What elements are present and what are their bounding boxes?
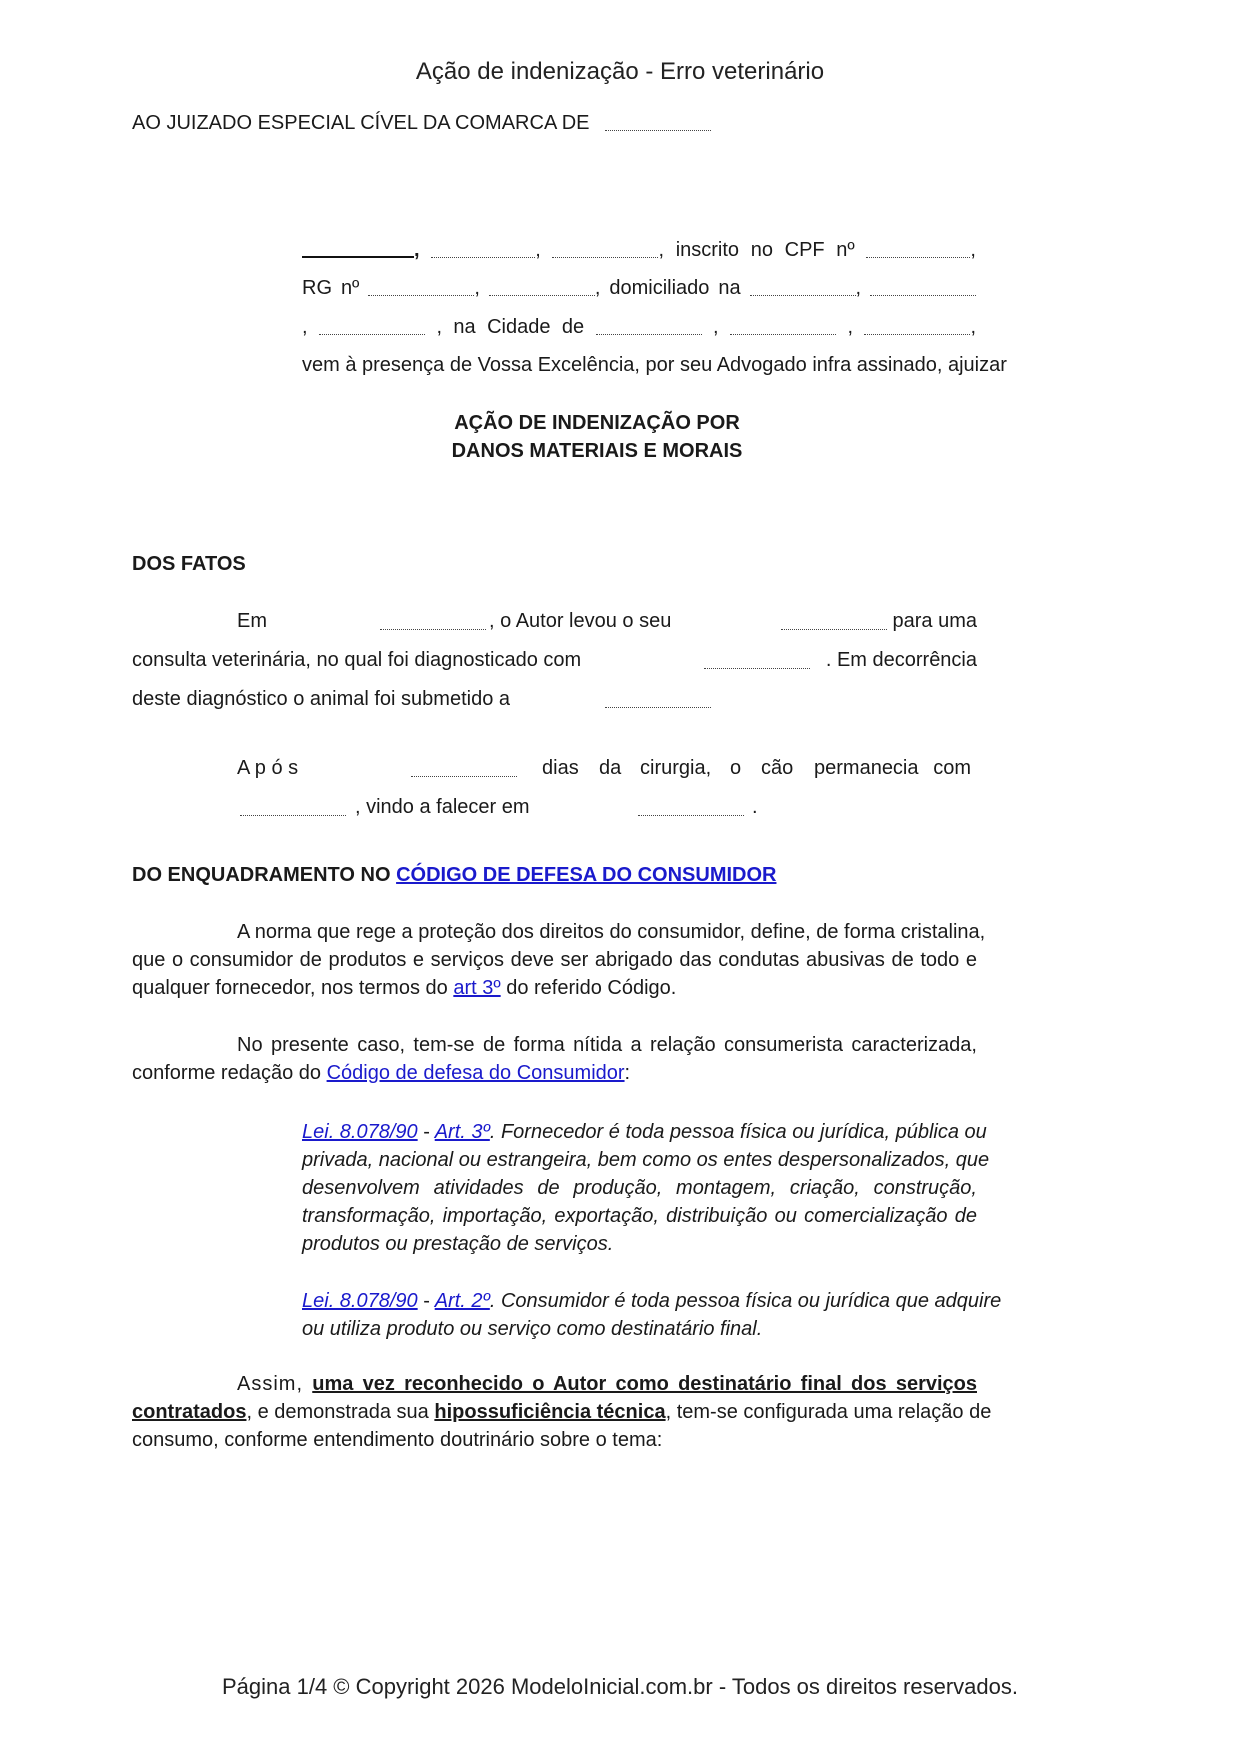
facts-p1-line-1 — [237, 609, 977, 633]
text: , o Autor levou o seu — [489, 610, 672, 632]
art-2-quote-link[interactable]: Art. 2º — [434, 1290, 490, 1312]
comma: , — [414, 239, 420, 261]
qualification-line-3 — [302, 314, 976, 339]
facts-p1-line-3 — [132, 687, 977, 711]
comma: , — [474, 277, 480, 299]
quote-line: desenvolvem atividades de produção, montagem, criação, construção, — [302, 1177, 977, 1199]
cdc-p2-line-2 — [132, 1061, 630, 1085]
text: : — [624, 1062, 631, 1084]
text: A p ó s — [237, 757, 299, 779]
comma: , — [847, 316, 854, 338]
text: o — [730, 757, 742, 779]
comma: , — [970, 316, 977, 338]
zip-blank[interactable] — [864, 316, 970, 335]
cdc-heading — [132, 863, 776, 887]
action-title-line-2: DANOS MATERIAIS E MORAIS — [451, 440, 743, 462]
domicile-label: , domiciliado na — [594, 277, 741, 299]
days-blank[interactable] — [411, 758, 517, 777]
art-3-link[interactable]: art 3º — [453, 977, 501, 999]
text: da — [599, 757, 622, 779]
cdc-p1-line-3 — [132, 976, 676, 1000]
addressee-text: AO JUIZADO ESPECIAL CÍVEL DA COMARCA DE — [132, 112, 590, 134]
text: . Em decorrência — [825, 649, 977, 671]
profession-blank[interactable] — [489, 277, 595, 296]
animal-blank[interactable] — [781, 611, 887, 630]
comma: , — [970, 239, 976, 261]
comma: , — [855, 277, 862, 299]
art-3-quote-link[interactable]: Art. 3º — [434, 1121, 490, 1143]
emphasis: contratados — [132, 1401, 247, 1423]
cdc-p2-line-1: No presente caso, tem-se de forma nítida a relação consumerista caracterizada, — [237, 1034, 977, 1056]
qualification-line-4: vem à presença de Vossa Excelência, por seu Advogado infra assinado, ajuizar — [302, 354, 1007, 376]
cdc-heading-prefix: DO ENQUADRAMENTO NO — [132, 864, 391, 886]
text: , vindo a falecer em — [355, 796, 530, 818]
comma: , — [535, 239, 541, 261]
rg-blank[interactable] — [368, 277, 474, 296]
civil-status-blank[interactable] — [552, 239, 658, 258]
text: para uma — [892, 610, 977, 632]
emphasis: uma vez reconhecido o Autor como destinatário final dos serviços — [312, 1373, 977, 1395]
comma: , — [713, 316, 719, 338]
quote-line: transformação, importação, exportação, distribuição ou comercialização de — [302, 1205, 977, 1227]
action-title — [302, 409, 892, 465]
number-blank[interactable] — [870, 277, 976, 296]
text: conforme redação do — [132, 1062, 322, 1084]
cdc-p3-line-1 — [237, 1372, 977, 1396]
cpf-label: inscrito no CPF nº — [675, 239, 855, 261]
comarca-blank[interactable] — [605, 112, 711, 131]
name-blank[interactable] — [302, 238, 414, 258]
cdc-p1-line-1: A norma que rege a proteção dos direitos do consumidor, define, de forma cristalina, — [237, 921, 986, 943]
comma: , — [658, 239, 665, 261]
text: cirurgia, — [640, 757, 712, 779]
law-link[interactable]: Lei. 8.078/90 — [302, 1121, 418, 1143]
qualification-line-2 — [302, 275, 976, 300]
text: Em — [237, 610, 267, 632]
city-blank[interactable] — [596, 316, 702, 335]
text: Assim, — [237, 1373, 303, 1395]
cpf-blank[interactable] — [866, 239, 970, 258]
cdc-heading-link[interactable]: CÓDIGO DE DEFESA DO CONSUMIDOR — [396, 864, 777, 886]
text: permanecia — [814, 757, 919, 779]
quote-art-3 — [302, 1118, 990, 1258]
text: dias — [542, 757, 579, 779]
condition-blank[interactable] — [240, 797, 346, 816]
action-title-line-1: AÇÃO DE INDENIZAÇÃO POR — [454, 412, 740, 434]
qualification-line-1 — [302, 236, 976, 262]
cdc-link[interactable]: Código de defesa do Consumidor — [326, 1062, 625, 1084]
text: . Consumidor é toda pessoa física ou jurídica que adquire — [489, 1290, 1002, 1312]
law-link[interactable]: Lei. 8.078/90 — [302, 1290, 418, 1312]
quote-line — [302, 1287, 1002, 1315]
procedure-blank[interactable] — [605, 689, 711, 708]
text: . — [752, 796, 758, 818]
district-blank[interactable] — [319, 316, 425, 335]
cdc-p1-line-2: que o consumidor de produtos e serviços deve ser abrigado das condutas abusivas de todo e — [132, 949, 977, 971]
cdc-p3-line-3: consumo, conforme entendimento doutrinário sobre o tema: — [132, 1429, 663, 1451]
document-title: Ação de indenização - Erro veterinário — [415, 58, 825, 85]
quote-line: produtos ou prestação de serviços. — [302, 1233, 614, 1255]
text: , tem-se configurada uma relação de — [665, 1401, 992, 1423]
cdc-p3-line-2 — [132, 1400, 992, 1424]
city-label: , na Cidade de — [436, 316, 585, 338]
addressee-line — [132, 110, 711, 135]
quote-line — [302, 1118, 987, 1146]
comma: , — [302, 316, 308, 338]
dash: - — [423, 1290, 430, 1312]
street-blank[interactable] — [750, 277, 856, 296]
death-date-blank[interactable] — [638, 797, 744, 816]
facts-p1-line-2 — [132, 648, 977, 672]
page-footer: Página 1/4 © Copyright 2026 ModeloInicial.com.br - Todos os direitos reservados. — [222, 1674, 1018, 1699]
date-blank[interactable] — [380, 611, 486, 630]
facts-heading: DOS FATOS — [132, 553, 246, 575]
text: com — [933, 757, 971, 779]
quote-line: ou utiliza produto ou serviço como destinatário final. — [302, 1318, 763, 1340]
quote-line: privada, nacional ou estrangeira, bem como os entes despersonalizados, que — [302, 1149, 990, 1171]
quote-art-2 — [302, 1287, 1002, 1343]
text: . Fornecedor é toda pessoa física ou jurídica, pública ou — [489, 1121, 987, 1143]
text: do referido Código. — [506, 977, 677, 999]
nationality-blank[interactable] — [431, 239, 535, 258]
state-blank[interactable] — [730, 316, 836, 335]
rg-label: RG nº — [302, 277, 360, 299]
emphasis: hipossuficiência técnica — [434, 1401, 666, 1423]
text: qualquer fornecedor, nos termos do — [132, 977, 448, 999]
text: , e demonstrada sua — [246, 1401, 429, 1423]
text: consulta veterinária, no qual foi diagnosticado com — [132, 649, 582, 671]
facts-p2-line-1 — [237, 756, 971, 780]
diagnosis-blank[interactable] — [704, 650, 810, 669]
text: cão — [761, 757, 794, 779]
text: deste diagnóstico o animal foi submetido a — [132, 688, 511, 710]
dash: - — [423, 1121, 430, 1143]
